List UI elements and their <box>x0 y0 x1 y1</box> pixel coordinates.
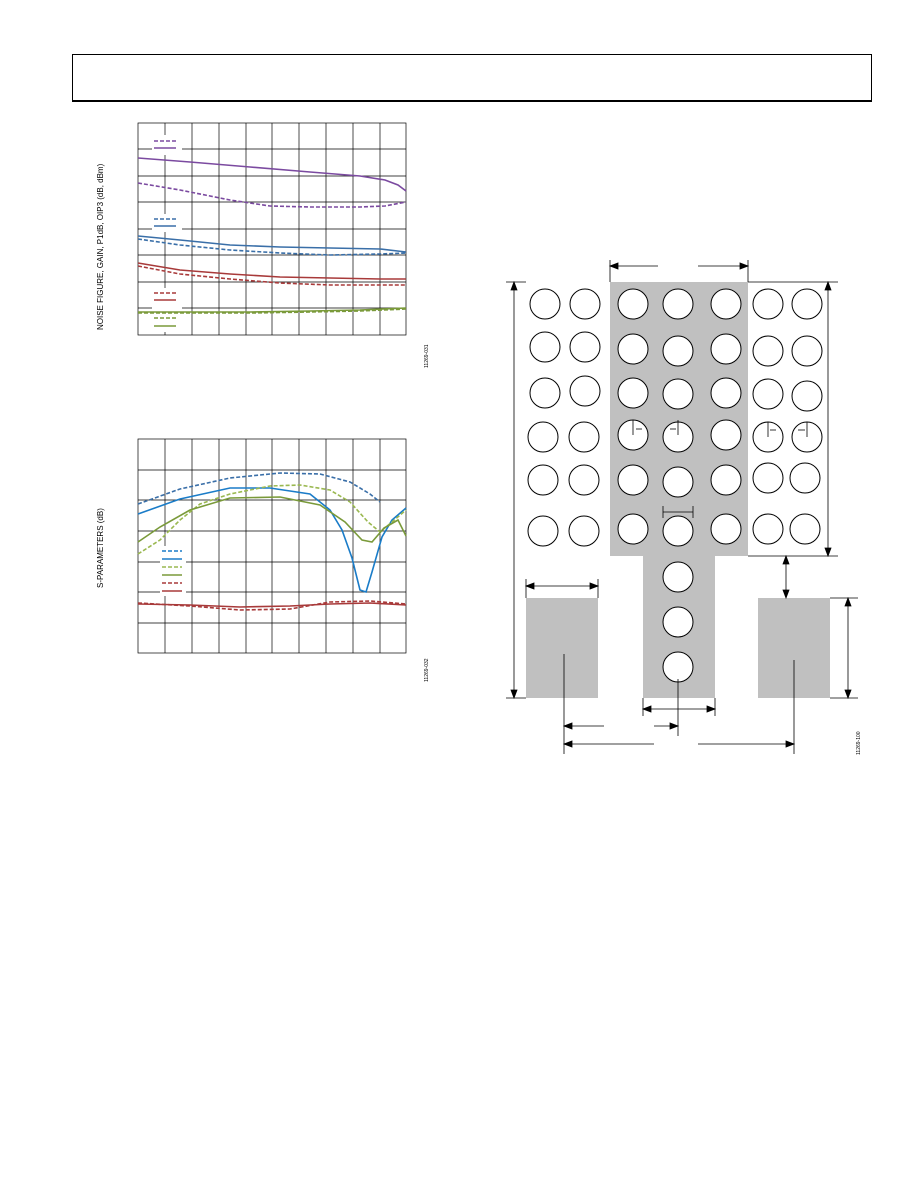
figure2-number: 11269-032 <box>424 658 430 682</box>
figure1-legend <box>152 135 182 332</box>
figure2-y-axis-label: S-PARAMETERS (dB) <box>96 508 105 588</box>
figure1-y-axis-label: NOISE FIGURE, GAIN, P1dB, OIP3 (dB, dBm) <box>96 163 105 330</box>
figure1-number: 11269-031 <box>424 344 430 368</box>
figure3-land-pattern <box>500 254 870 764</box>
figure3-number: 11269-100 <box>856 731 862 755</box>
left-pad <box>526 598 598 698</box>
page-header-box <box>72 54 872 102</box>
figure1-plot <box>130 118 415 343</box>
figure2-plot <box>130 432 415 657</box>
figure2-legend <box>160 546 186 596</box>
